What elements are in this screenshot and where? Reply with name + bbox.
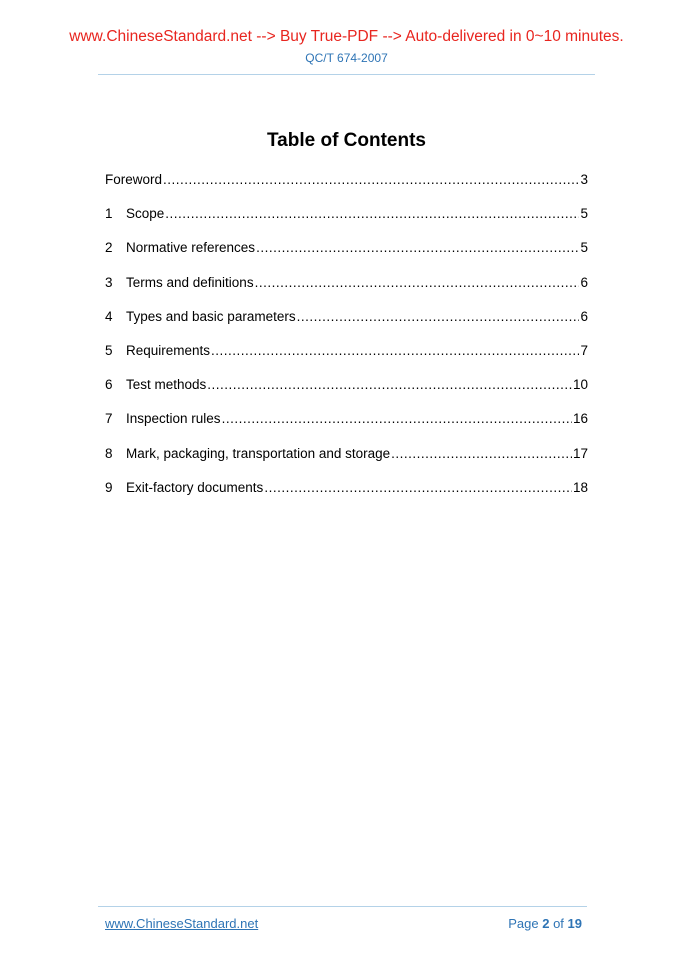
- toc-dot-leader: [222, 409, 572, 429]
- promo-banner: www.ChineseStandard.net --> Buy True-PDF --> Auto-delivered in 0~10 minutes.: [69, 28, 624, 45]
- toc-entry-number: 2: [105, 240, 113, 256]
- toc-entry-page: 16: [572, 411, 588, 427]
- toc-entry-number: 7: [105, 411, 113, 427]
- toc-entry-mark-packaging-transportation-storage[interactable]: [105, 444, 588, 478]
- toc-entry-number: 4: [105, 308, 113, 324]
- toc-entry-number: 8: [105, 445, 113, 461]
- toc-entry-text: Inspection rules: [126, 411, 221, 427]
- toc-entry-inspection-rules[interactable]: [105, 409, 588, 443]
- header-divider: [98, 74, 595, 75]
- toc-entry-page: 6: [580, 274, 588, 290]
- toc-entry-text: Test methods: [126, 377, 207, 393]
- footer-website-link[interactable]: www.ChineseStandard.net: [105, 916, 259, 931]
- toc-entry-test-methods[interactable]: [105, 375, 588, 409]
- toc-entry-page: 17: [572, 445, 588, 461]
- toc-entry-text: Scope: [126, 206, 165, 222]
- toc-entry-text: Normative references: [126, 240, 256, 256]
- standard-code: QC/T 674-2007: [305, 51, 388, 65]
- toc-dot-leader: [297, 307, 580, 327]
- toc-entry-page: 3: [580, 172, 588, 187]
- toc-dot-leader: [165, 204, 579, 224]
- toc-entry-page: 6: [580, 308, 588, 324]
- toc-entry-number: 6: [105, 377, 113, 393]
- toc-entry-exit-factory-documents[interactable]: [105, 478, 588, 512]
- toc-entry-requirements[interactable]: [105, 341, 588, 375]
- toc-entry-text: Requirements: [126, 342, 211, 358]
- toc-dot-leader: [163, 170, 579, 190]
- toc-dot-leader: [211, 341, 579, 361]
- toc-entry-text: Exit-factory documents: [126, 479, 264, 495]
- toc-dot-leader: [391, 444, 572, 464]
- toc-entry-terms-and-definitions[interactable]: [105, 273, 588, 307]
- total-pages-number: 19: [567, 916, 582, 931]
- toc-entry-number: 3: [105, 274, 113, 290]
- page-prefix: Page: [508, 916, 539, 931]
- toc-entry-scope[interactable]: [105, 204, 588, 238]
- page-of-label: of: [553, 916, 564, 931]
- page-indicator: [508, 916, 582, 931]
- toc-entry-page: 10: [572, 377, 588, 393]
- toc-entry-number: 5: [105, 342, 113, 358]
- toc-entry-page: 5: [580, 206, 588, 222]
- toc-title: Table of Contents: [266, 130, 427, 151]
- footer-divider: [98, 906, 587, 907]
- toc-dot-leader: [264, 478, 572, 498]
- toc-entry-number: 1: [105, 206, 113, 222]
- toc-entry-text: Types and basic parameters: [126, 308, 296, 324]
- toc-entry-page: 18: [572, 479, 588, 495]
- toc-list: [105, 170, 588, 512]
- toc-entry-text: Foreword: [105, 172, 163, 187]
- toc-entry-normative-references[interactable]: [105, 238, 588, 272]
- toc-entry-text: Terms and definitions: [126, 274, 254, 290]
- toc-entry-page: 5: [580, 240, 588, 256]
- toc-dot-leader: [256, 238, 579, 258]
- toc-dot-leader: [207, 375, 572, 395]
- toc-dot-leader: [255, 273, 580, 293]
- toc-entry-number: 9: [105, 479, 113, 495]
- toc-entry-types-and-basic-parameters[interactable]: [105, 307, 588, 341]
- toc-entry-foreword[interactable]: [105, 170, 588, 204]
- current-page-number: 2: [542, 916, 550, 931]
- toc-entry-page: 7: [580, 342, 588, 358]
- toc-entry-text: Mark, packaging, transportation and storage: [126, 445, 391, 461]
